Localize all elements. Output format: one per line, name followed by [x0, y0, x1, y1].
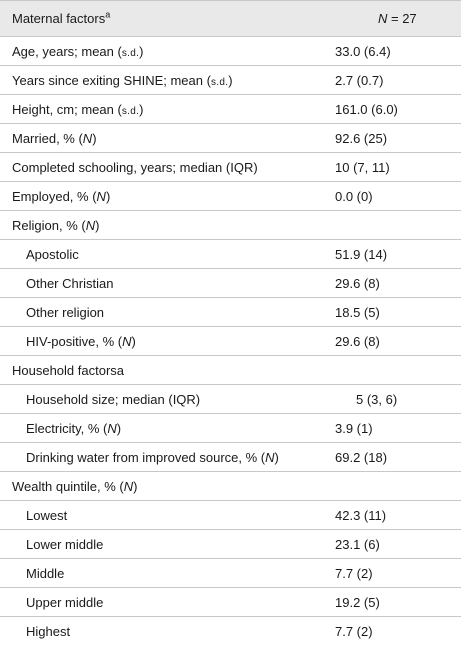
row-value: 23.1 (6) — [335, 536, 380, 552]
row-label-text: Highest — [26, 624, 71, 639]
table-row — [0, 124, 461, 153]
row-label-text: Household size; median (IQR) — [26, 391, 201, 407]
row-label-text: Completed schooling, years; median (IQR) — [12, 159, 258, 175]
row-label-text: Age, years; mean ( — [12, 43, 122, 59]
row-label-text: Employed, % ( — [12, 188, 97, 204]
header-label-footnote: a — [105, 9, 111, 20]
row-label-end: ) — [139, 43, 144, 59]
row-label-text: Middle — [26, 565, 65, 581]
row-label-text: Drinking water from improved source, % ( — [26, 449, 266, 465]
row-label-text: Religion, % ( — [12, 217, 86, 233]
row-value: 92.6 (25) — [335, 130, 388, 146]
row-label-text: Years since exiting SHINE; mean ( — [12, 72, 211, 88]
row-label-n: N — [96, 188, 106, 204]
row-label — [0, 537, 335, 552]
row-label — [0, 218, 335, 233]
row-value: 5 (3, 6) — [356, 391, 398, 407]
table-body — [0, 37, 461, 646]
row-label — [0, 450, 335, 465]
table-row — [0, 501, 461, 530]
row-value: 19.2 (5) — [335, 594, 380, 610]
row-label-sd: s.d. — [121, 47, 140, 59]
table-row — [0, 153, 461, 182]
table-row — [0, 182, 461, 211]
table-row — [0, 443, 461, 472]
table-row — [0, 356, 461, 385]
table-row — [0, 414, 461, 443]
table-header-row — [0, 0, 461, 37]
row-value: 7.7 (2) — [335, 624, 373, 639]
row-value: 42.3 (11) — [335, 507, 387, 523]
row-value: 3.9 (1) — [335, 420, 373, 436]
row-label-n: N — [107, 420, 117, 436]
row-label-end: ) — [92, 130, 97, 146]
row-label-sd: s.d. — [210, 76, 229, 88]
table-row — [0, 37, 461, 66]
row-label — [0, 73, 335, 88]
row-label — [0, 44, 335, 59]
table-row — [0, 240, 461, 269]
table-row — [0, 588, 461, 617]
row-value: 29.6 (8) — [335, 333, 380, 349]
row-label — [0, 624, 335, 639]
row-label — [0, 276, 335, 291]
row-label-end: ) — [131, 333, 136, 349]
row-label — [0, 595, 335, 610]
row-label-text: Electricity, % ( — [26, 420, 108, 436]
row-label — [0, 363, 335, 378]
header-n-cell — [335, 11, 461, 26]
row-value: 29.6 (8) — [335, 275, 380, 291]
row-value: 33.0 (6.4) — [335, 43, 391, 59]
table-row — [0, 298, 461, 327]
row-label-text: Married, % ( — [12, 130, 83, 146]
row-label — [0, 247, 335, 262]
row-label-text: HIV-positive, % ( — [26, 333, 123, 349]
table-row — [0, 472, 461, 501]
row-label — [0, 189, 335, 204]
table-row — [0, 66, 461, 95]
row-value: 161.0 (6.0) — [335, 101, 398, 117]
table-row — [0, 211, 461, 240]
row-value: 18.5 (5) — [335, 304, 380, 320]
row-label-n: N — [265, 449, 275, 465]
row-label-end: ) — [139, 101, 144, 117]
row-label-end: ) — [274, 449, 279, 465]
row-label-text: Upper middle — [26, 594, 104, 610]
row-label — [0, 421, 335, 436]
row-label — [0, 479, 335, 494]
header-label: Maternal factors — [12, 11, 106, 26]
header-n-value: = 27 — [387, 11, 417, 26]
row-label-end: ) — [95, 217, 100, 233]
row-label-text: Height, cm; mean ( — [12, 101, 122, 117]
row-label-n: N — [122, 333, 132, 349]
row-label-text: Lowest — [26, 507, 68, 523]
row-label-end: ) — [228, 72, 233, 88]
row-label — [0, 131, 335, 146]
row-label-end: ) — [116, 420, 122, 436]
row-label-text: Apostolic — [26, 246, 79, 262]
row-value: 51.9 (14) — [335, 246, 388, 262]
header-n-symbol: N — [378, 11, 388, 26]
row-label-text: Lower middle — [26, 536, 104, 552]
table-row — [0, 617, 461, 646]
table-row — [0, 530, 461, 559]
table-row — [0, 327, 461, 356]
row-value: 2.7 (0.7) — [335, 72, 384, 88]
row-label-sd: s.d. — [121, 105, 140, 117]
row-label-text: Other religion — [26, 304, 105, 320]
header-label-cell — [0, 11, 335, 26]
row-label — [0, 160, 335, 175]
table-row — [0, 95, 461, 124]
row-label — [0, 305, 335, 320]
row-label — [0, 334, 335, 349]
row-label-end: ) — [133, 478, 138, 494]
row-label-text: Household factorsa — [12, 362, 125, 378]
row-label — [0, 102, 335, 117]
row-value: 69.2 (18) — [335, 449, 388, 465]
row-label-n: N — [82, 130, 93, 146]
table-row — [0, 385, 461, 414]
row-value: 0.0 (0) — [335, 188, 373, 204]
row-label-text: Other Christian — [26, 275, 114, 291]
row-label-text: Wealth quintile, % ( — [12, 478, 124, 494]
row-label-end: ) — [105, 188, 111, 204]
row-label-n: N — [85, 217, 96, 233]
row-label — [0, 508, 335, 523]
table-row — [0, 559, 461, 588]
row-value: 10 (7, 11) — [335, 159, 390, 175]
row-value: 7.7 (2) — [335, 565, 373, 581]
row-label-n: N — [123, 478, 134, 494]
table-row — [0, 269, 461, 298]
row-label — [0, 566, 335, 581]
row-label — [0, 392, 335, 407]
